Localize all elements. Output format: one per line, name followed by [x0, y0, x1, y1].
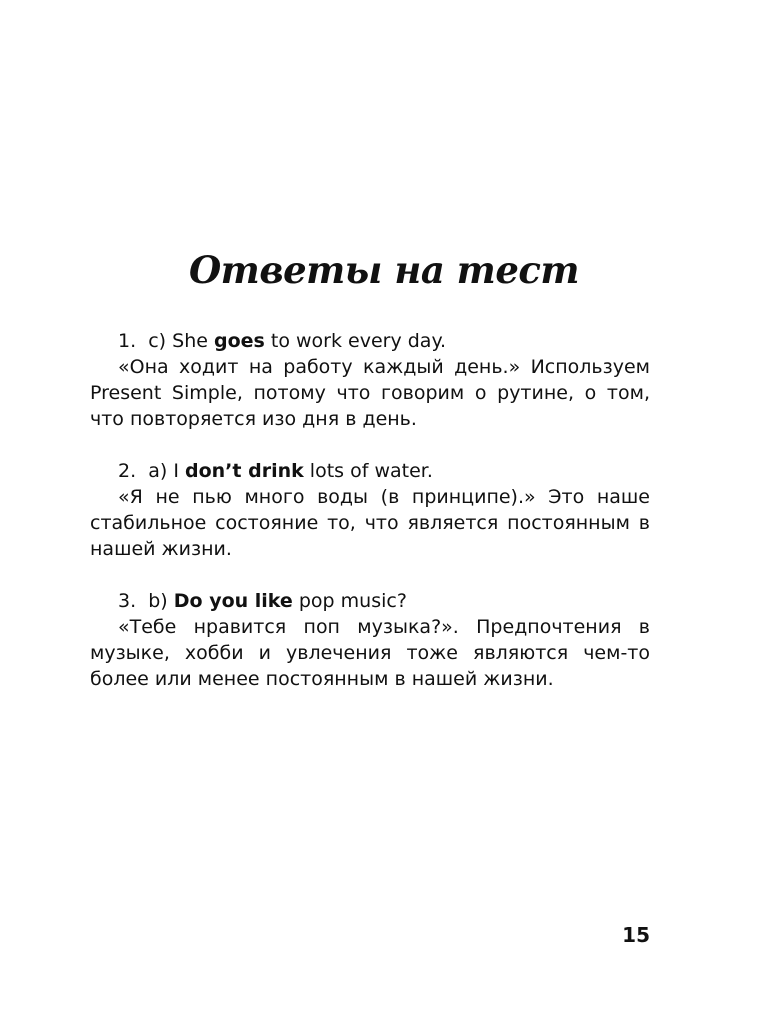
answer-item-3	[90, 588, 650, 692]
answer-number: 3.	[118, 590, 137, 612]
answer-explanation: «Я не пью много воды (в принципе).» Это наше стабильное состояние то, что является постоянным в нашей жизни.	[90, 486, 650, 560]
answer-line	[90, 328, 650, 354]
answer-choice: b)	[148, 590, 168, 612]
answer-item-1	[90, 328, 650, 432]
answer-line	[90, 588, 650, 614]
answer-sentence-end: pop music?	[298, 590, 407, 612]
answer-explanation: «Она ходит на работу каждый день.» Используем Present Simple, потому что говорим о рутине, о том, что повторяется изо дня в день.	[90, 356, 650, 430]
answer-line	[90, 458, 650, 484]
answers-list	[90, 328, 650, 718]
page-number: 15	[622, 923, 650, 947]
answer-key-verb: goes	[213, 330, 265, 352]
page-title: Ответы на тест	[188, 248, 580, 292]
answer-sentence-start: She	[172, 330, 208, 352]
answer-sentence-start: I	[173, 460, 179, 482]
answer-key-verb: Do you like	[173, 590, 293, 612]
answer-sentence-end: lots of water.	[309, 460, 433, 482]
answer-explanation: «Тебе нравится поп музыка?». Предпочтения в музыке, хобби и увлечения тоже являются чем-то более или менее постоянным в нашей жизни.	[90, 616, 650, 690]
answer-number: 1.	[118, 330, 137, 352]
answer-number: 2.	[118, 460, 137, 482]
answer-sentence-end: to work every day.	[270, 330, 447, 352]
answer-key-verb: don’t drink	[185, 460, 304, 482]
answer-item-2	[90, 458, 650, 562]
answer-choice: a)	[148, 460, 168, 482]
answer-choice: c)	[148, 330, 167, 352]
